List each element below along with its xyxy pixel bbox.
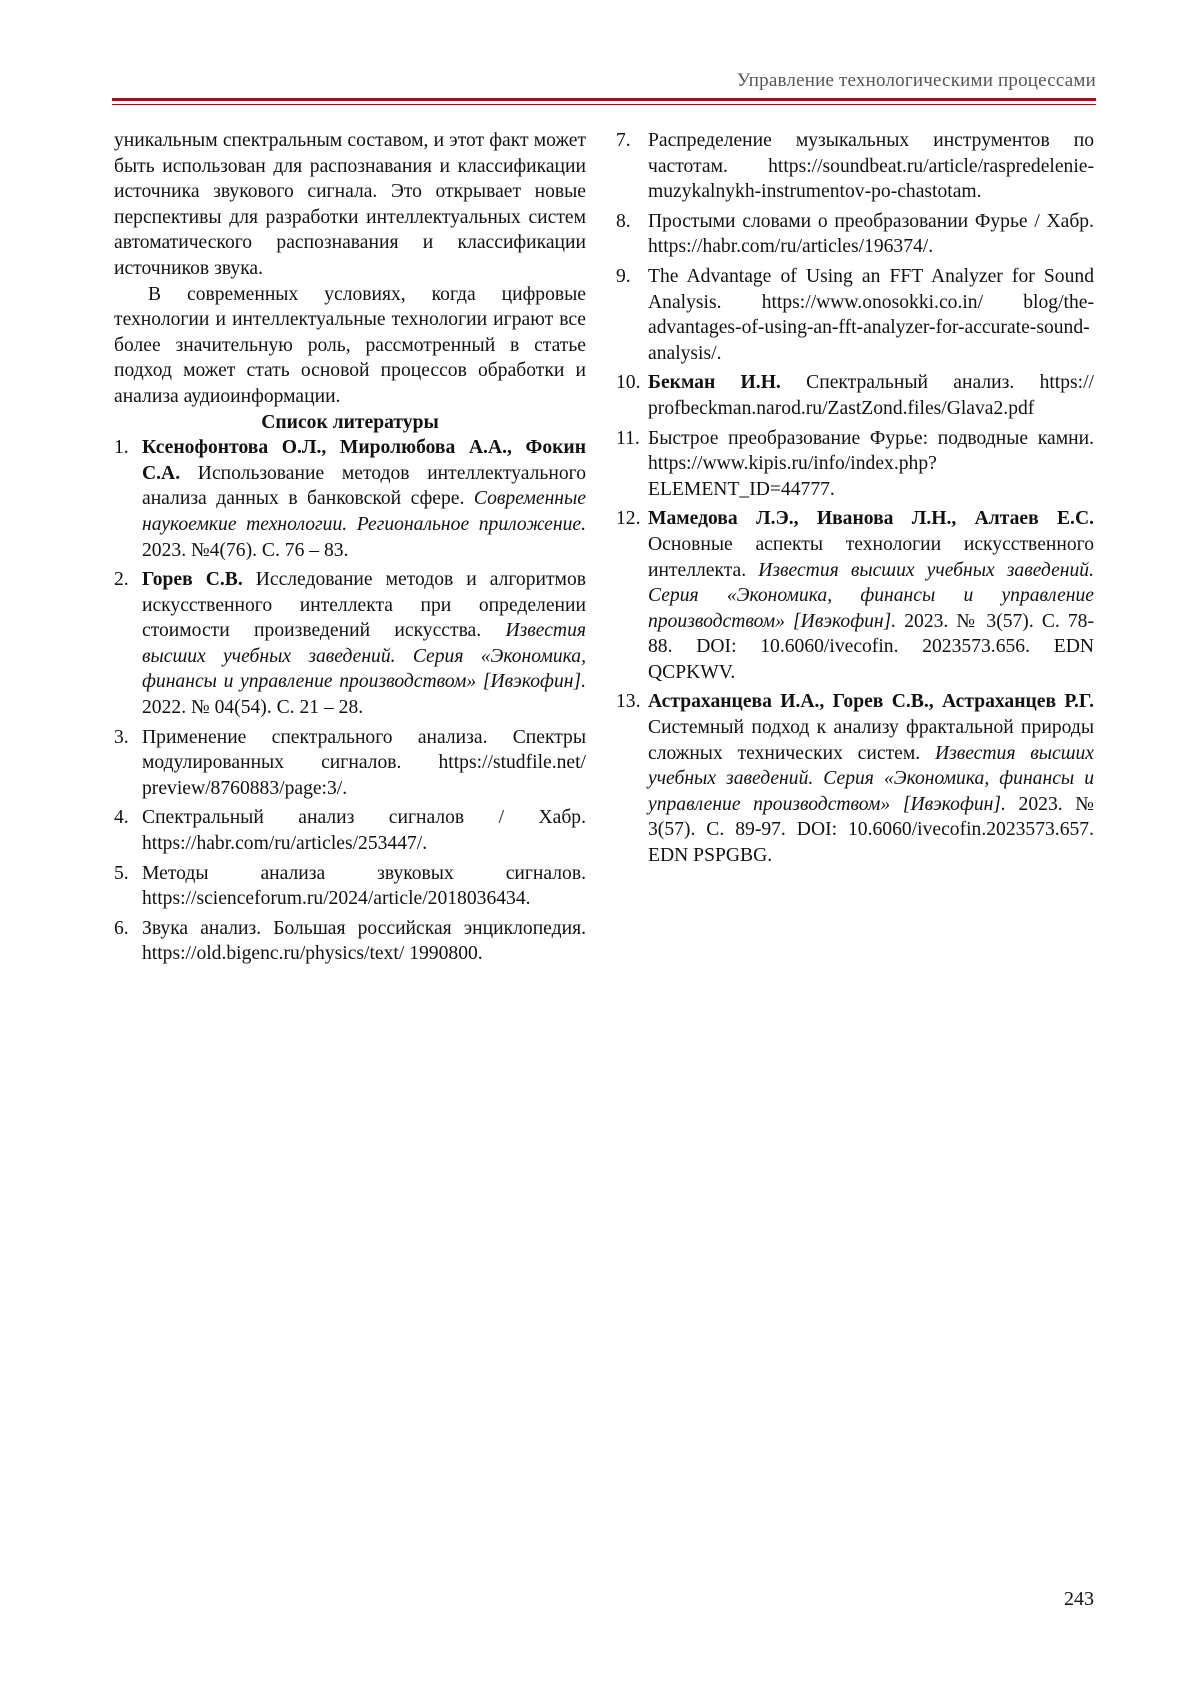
header-rule-thick [112, 98, 1096, 101]
reference-number: 11. [616, 427, 640, 449]
reference-number: 8. [616, 210, 631, 232]
reference-number: 10. [616, 372, 641, 394]
reference-text [142, 805, 586, 856]
reference-item [114, 435, 586, 563]
reference-details: 2023. №4(76). С. 76 – 83. [142, 539, 349, 561]
references-title: Список литературы [261, 411, 439, 433]
reference-journal: Известия высших учебных заведений. Серия «Экономика, финансы и управление производством» [Ивэкофин]. [648, 559, 1094, 632]
page-number: 243 [1064, 1588, 1094, 1610]
reference-authors: Астраханцева И.А., Горев С.В., Астраханцев Р.Г. [648, 691, 1094, 713]
reference-body: The Advantage of Using an FFT Analyzer for Sound Analysis. https://www.onosokki.co.in/ blog/the-advantages-of-using-an-fft-analyzer-for-accurate-sound-analysis/. [648, 265, 1094, 364]
reference-number: 1. [114, 437, 129, 459]
reference-number: 5. [114, 862, 129, 884]
reference-text [648, 506, 1094, 685]
reference-body: Звука анализ. Большая российская энциклопедия. https://old.bigenc.ru/physics/text/ 1990800. [142, 917, 586, 965]
reference-body: Распределение музыкальных инструментов по частотам. https://soundbeat.ru/article/raspredelenie-muzykalnykh-instrumentov-po-chastotam. [648, 130, 1094, 203]
right-column [616, 128, 1094, 873]
reference-text [648, 689, 1094, 868]
reference-item [616, 209, 1094, 260]
reference-number: 3. [114, 726, 129, 748]
reference-text [648, 128, 1094, 205]
reference-text [648, 264, 1094, 366]
reference-journal: Известия высших учебных заведений. Серия «Экономика, финансы и управление производством» [Ивэкофин]. [142, 620, 586, 693]
header-rule-thin [112, 104, 1096, 105]
running-header: Управление технологическими процессами [736, 70, 1096, 91]
reference-item [616, 426, 1094, 503]
reference-item [114, 861, 586, 912]
left-column [114, 128, 586, 971]
reference-text [648, 209, 1094, 260]
reference-authors: Горев С.В. [142, 569, 243, 591]
reference-item [616, 689, 1094, 868]
body-paragraph-2: В современных условиях, когда цифровые технологии и интеллектуальные технологии играют все более значительную роль, рассмотренный в статье подход может стать основой процессов обработки и анализа аудиоинформации. [114, 283, 586, 407]
reference-text [648, 426, 1094, 503]
reference-authors: Бекман И.Н. [648, 372, 781, 394]
reference-number: 12. [616, 508, 641, 530]
reference-number: 7. [616, 130, 631, 151]
reference-authors: Мамедова Л.Э., Иванова Л.Н., Алтаев Е.С. [648, 508, 1094, 530]
reference-body: Системный подход к анализу фрактальной природы сложных технических систем. [648, 717, 1094, 764]
body-paragraph-1: уникальным спектральным составом, и этот факт может быть использован для распознавания и классификации источника звукового сигнала. Это открывает новые перспективы для разработки интеллектуальных систем автоматического распознавания и классификации источников звука. [114, 130, 586, 279]
reference-journal: Современные наукоемкие технологии. Региональное приложение. [142, 488, 586, 535]
reference-item [114, 805, 586, 856]
reference-text [648, 370, 1094, 421]
reference-item [114, 567, 586, 721]
reference-body: Быстрое преобразование Фурье: подводные камни. https://www.kipis.ru/info/index.php? ELEMENT_ID=44777. [648, 427, 1094, 500]
reference-item [114, 725, 586, 802]
reference-item [616, 370, 1094, 421]
reference-number: 9. [616, 265, 631, 287]
reference-details: 2023. № 3(57). С. 89-97. DOI: 10.6060/ivecofin.2023573.657. EDN PSPGBG. [648, 793, 1094, 867]
reference-body: Основные аспекты технологии искусственного интеллекта. [648, 533, 1094, 581]
reference-body: Спектральный анализ сигналов / Хабр. https://habr.com/ru/articles/253447/. [142, 807, 586, 855]
reference-item [616, 506, 1094, 685]
reference-list-right [616, 128, 1094, 869]
reference-text [142, 861, 586, 912]
reference-item [616, 128, 1094, 205]
reference-body: Исследование методов и алгоритмов искусственного интеллекта при определении стоимости произведений искусства. [142, 569, 586, 642]
reference-text [142, 435, 586, 563]
reference-body: Простыми словами о преобразовании Фурье / Хабр. https://habr.com/ru/articles/196374/. [648, 210, 1094, 258]
reference-number: 13. [616, 691, 641, 713]
reference-details: 2023. № 3(57). С. 78-88. DOI: 10.6060/ivecofin. 2023573.656. EDN QCPKWV. [648, 610, 1094, 683]
reference-item [114, 916, 586, 967]
reference-text [142, 916, 586, 967]
reference-number: 6. [114, 917, 129, 939]
reference-number: 4. [114, 807, 129, 829]
reference-item [616, 264, 1094, 366]
reference-body: Методы анализа звуковых сигналов. https://scienceforum.ru/2024/article/2018036434. [142, 862, 586, 910]
reference-list-left [114, 435, 586, 967]
reference-number: 2. [114, 569, 129, 591]
reference-text [142, 725, 586, 802]
reference-journal: Известия высших учебных заведений. Серия «Экономика, финансы и управление производством» [Ивэкофин]. [648, 742, 1094, 815]
reference-body: Применение спектрального анализа. Спектры модулированных сигналов. https://studfile.net/ preview/8760883/page:3/. [142, 726, 586, 799]
reference-details: 2022. № 04(54). С. 21 – 28. [142, 697, 364, 719]
reference-text [142, 567, 586, 721]
reference-body: Использование методов интеллектуального анализа данных в банковской сфере. [142, 462, 586, 510]
reference-body: Спектральный анализ. https:// profbeckman.narod.ru/ZastZond.files/Glava2.pdf [648, 372, 1095, 419]
reference-authors: Ксенофонтова О.Л., Миролюбова А.А., Фокин С.А. [142, 437, 586, 484]
